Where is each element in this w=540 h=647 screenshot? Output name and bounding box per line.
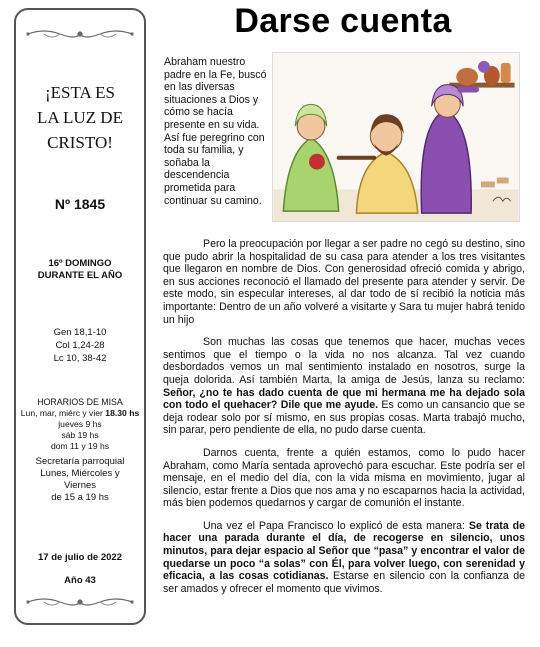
reading-2: Col 1,24-28 <box>55 340 105 351</box>
office-line-4: de 15 a 19 hs <box>51 492 109 503</box>
sidebar-motto <box>16 80 144 155</box>
paragraph-4-text-a: Una vez el Papa Francisco lo explicó de esta manera: <box>203 519 469 532</box>
illustration-martha-jesus-mary-icon <box>272 52 520 222</box>
paragraph-2-text-b: Es como un cansancio que se deja rodear solo por sí mismo, en sus propias cosas. Marta trabajó mucho, sin parar, pero pendiente de ella, no pudo darse cuenta. <box>163 399 526 437</box>
mass-schedule-thursday: jueves 9 hs <box>58 419 102 429</box>
issue-year: Año 43 <box>64 575 96 586</box>
article-title: Darse cuenta <box>234 2 452 40</box>
paragraph-3: Darnos cuenta, frente a quién estamos, como lo pudo hacer Abraham, como María sentada aprovechó para escuchar. Este podría ser el mensaje, en el medio del día, con la vida misma en movimiento, jugar al silencio, estar frente a Dios que nos ama y no escaparnos hacia la actividad, más bien podemos quedarnos y cargar de comunión el instante. <box>163 446 525 510</box>
paragraph-2 <box>163 336 525 437</box>
mass-schedule-heading: HORARIOS DE MISA <box>37 397 123 407</box>
office-line-1: Secretaría parroquial <box>35 456 125 467</box>
sunday-line-2: DURANTE EL AÑO <box>37 270 123 281</box>
paragraph-2-quote: Señor, ¿no te has dado cuenta de que mi hermana me ha dejado sola con todo el quehacer? Dile que me ayude. <box>163 386 525 412</box>
motto-line-3: CRISTO! <box>47 133 113 152</box>
paragraph-1: Pero la preocupación por llegar a ser padre no cegó su destino, sino que pudo abrir la hospitalidad de su casa para atender a los tres visitantes que llegaron en nombre de Dios. Con generosidad ofreció comida y abrigo, en sus acciones reconoció el llamado del presente para atender y servir. De este modo, sin especular intereses, al dar todo de sí recibió la noticia más importante: Dentro de un año volveré a visitarte y Sara tu mujer habrá tenido un hijo <box>163 238 525 326</box>
office-line-3: Viernes <box>63 480 97 491</box>
paragraph-4 <box>163 520 525 596</box>
issue-number: Nº 1845 <box>54 196 106 212</box>
office-line-2: Lunes, Miércoles y <box>40 468 120 479</box>
mass-schedule <box>16 397 144 452</box>
sidebar-panel <box>14 8 146 625</box>
mass-schedule-weekdays <box>16 408 144 419</box>
reading-3: Lc 10, 38-42 <box>53 353 107 364</box>
ornament-divider-bottom <box>24 594 136 610</box>
paragraph-4-quote: Se trata de hacer una parada durante el día, de recogerse en silencio, unos minutos, para dejar espacio al Señor que “pasa” y encontrar el valor de quedarse un poco “a solas” con Él, para volver luego, con serenidad y eficacia, a las cosas cotidianas. <box>163 519 525 583</box>
paragraph-2-text-a: Son muchas las cosas que tenemos que hacer, muchas veces sentimos que el tiempo o la vida no nos alcanza. Tal vez cuando desbordados vemos un mal sentimiento instalado en nosotros, surge la queja dolorida. Así también Marta, la amiga de Jesús, lanza su reclamo: <box>163 336 525 386</box>
motto-line-1: ¡ESTA ES <box>45 83 115 102</box>
motto-line-2: LA LUZ DE <box>37 108 123 127</box>
readings-list <box>16 326 144 365</box>
mass-schedule-saturday: sáb 19 hs <box>61 430 99 440</box>
liturgical-sunday <box>16 258 144 282</box>
mass-schedule-sunday: dom 11 y 19 hs <box>50 441 110 451</box>
parish-office-hours <box>16 456 144 504</box>
paragraph-4-text-b: Estarse en silencio con la confianza de ser amados y ofrecer el momento que vivimos. <box>163 570 526 595</box>
weekdays-time: 18.30 hs <box>105 408 140 418</box>
article-body <box>163 238 525 605</box>
reading-1: Gen 18,1-10 <box>53 327 107 338</box>
article-intro: Abraham nuestro padre en la Fe, buscó en las diversas situaciones a Dios y cómo se hacía presente en su vida. Así fue peregrino con toda su familia, y soñaba la descendencia prometida para continuar su camino. <box>164 56 267 207</box>
ornament-divider-top <box>24 26 136 42</box>
sunday-line-1: 16º DOMINGO <box>48 258 112 269</box>
issue-date: 17 de julio de 2022 <box>38 552 122 563</box>
weekdays-label: Lun, mar, miérc y vier <box>20 408 106 418</box>
